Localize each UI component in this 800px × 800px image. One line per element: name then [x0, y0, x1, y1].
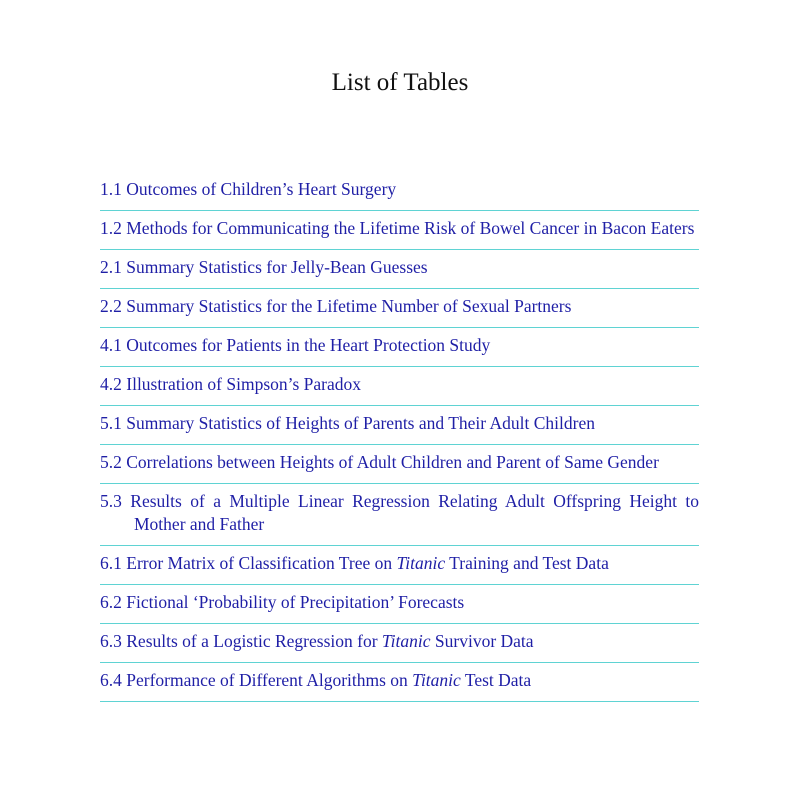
toc-entry-title: Fictional ‘Probability of Precipitation’ Forecasts — [126, 592, 465, 612]
toc-entry-title: Test Data — [460, 670, 532, 690]
toc-entry-6-4[interactable] — [100, 663, 699, 702]
toc-entry-title: Methods for Communicating the Lifetime Risk of Bowel Cancer in Bacon Eaters — [126, 218, 695, 238]
toc-entry-number: 4.1 — [100, 335, 122, 355]
toc-entry-number: 5.1 — [100, 413, 122, 433]
toc-entry-1-2[interactable] — [100, 211, 699, 250]
table-of-contents — [100, 172, 699, 702]
toc-entry-number: 4.2 — [100, 374, 122, 394]
toc-entry-title-italic: Titanic — [412, 670, 461, 690]
page-title: List of Tables — [331, 69, 469, 96]
toc-entry-title-italic: Titanic — [396, 553, 446, 573]
toc-entry-title: Illustration of Simpson’s Paradox — [126, 374, 362, 394]
toc-entry-title: Error Matrix of Classification Tree on — [126, 553, 397, 573]
toc-entry-number: 1.2 — [100, 218, 122, 238]
toc-entry-title: Correlations between Heights of Adult Children and Parent of Same Gender — [126, 452, 659, 472]
toc-entry-6-3[interactable] — [100, 624, 699, 663]
toc-entry-6-2[interactable] — [100, 585, 699, 624]
toc-entry-2-2[interactable] — [100, 289, 699, 328]
toc-entry-6-1[interactable] — [100, 546, 699, 585]
toc-entry-5-3[interactable] — [100, 484, 699, 546]
toc-entry-title-italic: Titanic — [381, 631, 431, 651]
toc-entry-number: 6.2 — [100, 592, 122, 612]
toc-entry-number: 5.2 — [100, 452, 122, 472]
toc-entry-5-2[interactable] — [100, 445, 699, 484]
toc-entry-title: Survivor Data — [430, 631, 534, 651]
toc-entry-4-1[interactable] — [100, 328, 699, 367]
toc-entry-number: 6.4 — [100, 670, 122, 690]
toc-entry-title: Results of a Multiple Linear Regression Relating Adult Offspring Height to Mother and Father — [130, 491, 700, 534]
toc-entry-title: Outcomes of Children’s Heart Surgery — [126, 179, 397, 199]
toc-entry-number: 6.3 — [100, 631, 122, 651]
toc-entry-title: Performance of Different Algorithms on — [126, 670, 413, 690]
toc-entry-number: 1.1 — [100, 179, 122, 199]
toc-entry-2-1[interactable] — [100, 250, 699, 289]
toc-entry-1-1[interactable] — [100, 172, 699, 211]
toc-entry-number: 2.1 — [100, 257, 122, 277]
toc-entry-4-2[interactable] — [100, 367, 699, 406]
toc-entry-title: Training and Test Data — [445, 553, 609, 573]
toc-entry-title: Outcomes for Patients in the Heart Protection Study — [126, 335, 491, 355]
toc-entry-title: Results of a Logistic Regression for — [126, 631, 382, 651]
toc-entry-number: 2.2 — [100, 296, 122, 316]
toc-entry-title: Summary Statistics of Heights of Parents and Their Adult Children — [126, 413, 595, 433]
toc-entry-title: Summary Statistics for Jelly-Bean Guesses — [126, 257, 428, 277]
toc-entry-title: Summary Statistics for the Lifetime Number of Sexual Partners — [126, 296, 572, 316]
toc-entry-5-1[interactable] — [100, 406, 699, 445]
toc-entry-number: 5.3 — [100, 491, 122, 511]
toc-entry-number: 6.1 — [100, 553, 122, 573]
